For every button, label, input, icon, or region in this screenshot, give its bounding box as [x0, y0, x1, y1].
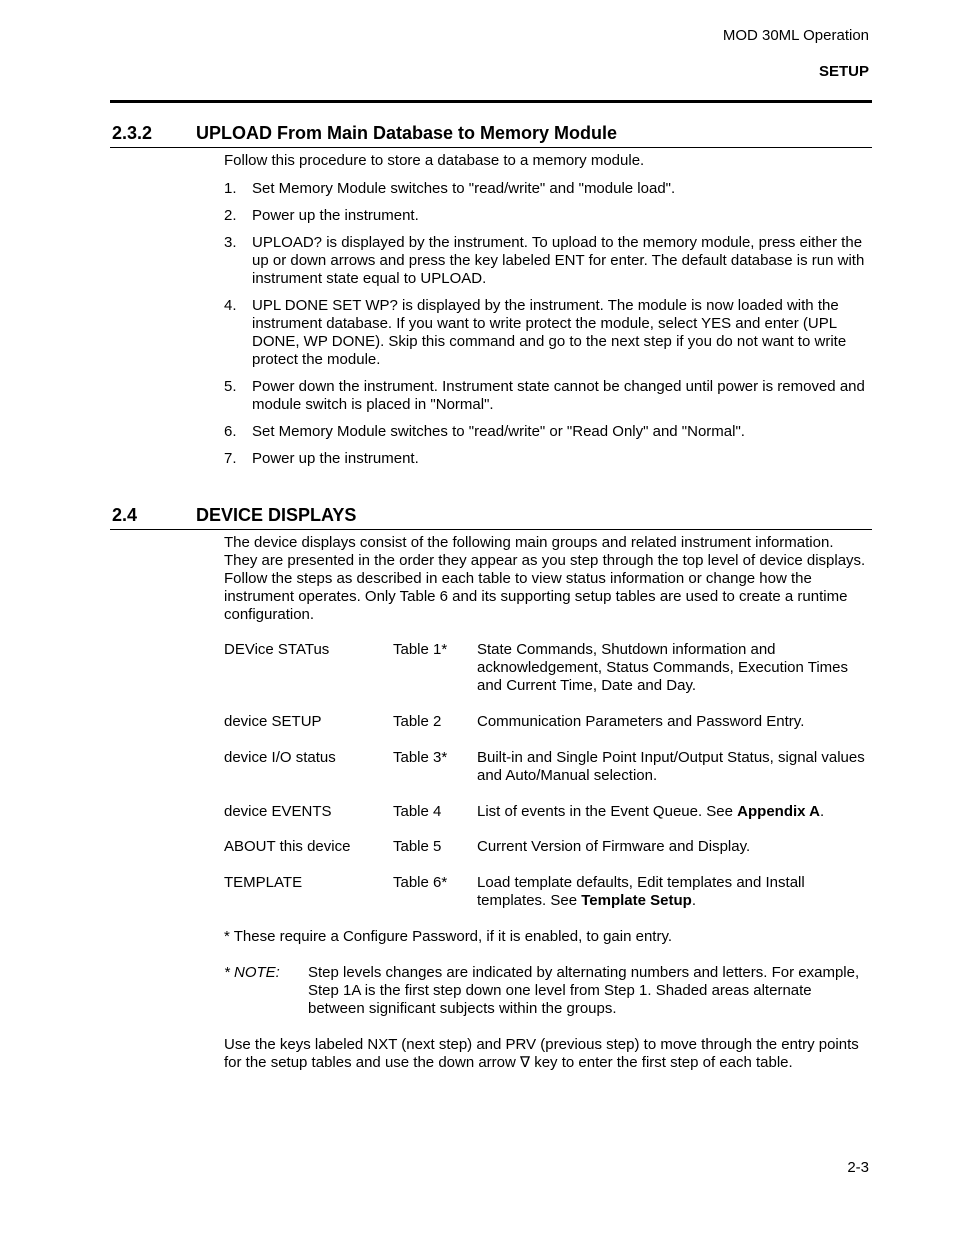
- step-number: 5.: [224, 378, 237, 395]
- step-text: Set Memory Module switches to "read/write" or "Read Only" and "Normal".: [252, 423, 745, 440]
- step-item: [224, 450, 869, 468]
- section-title: DEVICE DISPLAYS: [196, 505, 357, 525]
- description-text: .: [819, 803, 825, 820]
- section-number: 2.3.2: [112, 123, 153, 143]
- display-group-name: device SETUP: [224, 713, 322, 730]
- display-group-name: DEVice STATus: [224, 641, 330, 658]
- display-table-ref: Table 2: [393, 713, 442, 730]
- display-group-name: TEMPLATE: [224, 874, 303, 891]
- display-table-ref: Table 3*: [393, 749, 448, 766]
- display-table-row: [224, 641, 874, 695]
- step-number: 1.: [224, 180, 237, 197]
- display-description: Built-in and Single Point Input/Output Status, signal values and Auto/Manual selection.: [477, 749, 865, 784]
- step-item: [224, 207, 869, 225]
- step-number: 4.: [224, 297, 237, 314]
- section-title: UPLOAD From Main Database to Memory Module: [196, 123, 618, 143]
- procedure-steps: [224, 180, 869, 477]
- display-table-ref: Table 5: [393, 838, 442, 855]
- step-number: 2.: [224, 207, 237, 224]
- note-label: * NOTE:: [224, 964, 280, 981]
- note-block: [224, 964, 869, 1018]
- step-item: [224, 180, 869, 198]
- display-table-row: [224, 803, 874, 821]
- display-table-ref: Table 4: [393, 803, 442, 820]
- step-item: [224, 423, 869, 441]
- step-text: UPLOAD? is displayed by the instrument. To upload to the memory module, press either the up or down arrows and press the key labeled ENT for enter. The default database is run with instrument state equal to UPLOAD.: [252, 234, 865, 287]
- step-text: Power up the instrument.: [252, 450, 419, 467]
- description-text: Load template defaults, Edit templates and Install templates. See: [477, 874, 805, 909]
- appendix-reference: Appendix A: [737, 803, 820, 820]
- description-text: List of events in the Event Queue. See: [477, 803, 738, 820]
- step-text: Power down the instrument. Instrument state cannot be changed until power is removed and module switch is placed in "Normal".: [252, 378, 865, 413]
- section-heading-2-4: [110, 505, 872, 530]
- step-number: 6.: [224, 423, 237, 440]
- display-description: Current Version of Firmware and Display.: [477, 838, 751, 855]
- step-text: Power up the instrument.: [252, 207, 419, 224]
- section-number: 2.4: [112, 505, 138, 525]
- section-intro: Follow this procedure to store a database to a memory module.: [224, 152, 645, 169]
- header-rule: [110, 100, 872, 103]
- running-header-title: MOD 30ML Operation: [722, 27, 869, 44]
- template-setup-reference: Template Setup: [581, 892, 692, 909]
- display-table-row: [224, 749, 874, 785]
- running-header-section: SETUP: [818, 63, 869, 80]
- step-text: UPL DONE SET WP? is displayed by the instrument. The module is now loaded with the instrument database. If you want to write protect the module, select YES and enter (UPL DONE, WP DONE). Skip this command and go to the next step if you do not want to write protect the module.: [252, 297, 847, 368]
- display-description: [477, 874, 874, 910]
- step-number: 7.: [224, 450, 237, 467]
- section-heading-2-3-2: [110, 123, 872, 148]
- display-description: [477, 803, 874, 821]
- display-description: Communication Parameters and Password Entry.: [477, 713, 805, 730]
- display-group-name: device EVENTS: [224, 803, 332, 820]
- display-table-ref: Table 6*: [393, 874, 448, 891]
- step-text: Set Memory Module switches to "read/write" and "module load".: [252, 180, 676, 197]
- step-item: [224, 297, 869, 369]
- step-number: 3.: [224, 234, 237, 251]
- display-table-ref: Table 1*: [393, 641, 448, 658]
- description-text: .: [691, 892, 696, 909]
- step-item: [224, 234, 869, 288]
- display-table-row: [224, 838, 874, 856]
- footnote: * These require a Configure Password, if it is enabled, to gain entry.: [224, 928, 673, 945]
- display-group-name: device I/O status: [224, 749, 336, 766]
- page-number: 2-3: [847, 1159, 869, 1176]
- section-intro: The device displays consist of the following main groups and related instrument information. They are presented in the order they appear as you step through the top level of device displays. Follow the steps as described in each table to view status information or change how the instrument operates. Only Table 6 and its supporting setup tables are used to create a runtime configuration.: [224, 534, 866, 623]
- display-description: State Commands, Shutdown information and acknowledgement, Status Commands, Execution Times and Current Time, Date and Day.: [477, 641, 849, 694]
- closing-paragraph: Use the keys labeled NXT (next step) and PRV (previous step) to move through the entry points for the setup tables and use the down arrow ∇ key to enter the first step of each table.: [224, 1036, 859, 1071]
- note-text: Step levels changes are indicated by alternating numbers and letters. For example, Step 1A is the first step down one level from Step 1. Shaded areas alternate between significant subjects within the groups.: [308, 964, 860, 1017]
- display-table-row: [224, 874, 874, 910]
- display-group-name: ABOUT this device: [224, 838, 351, 855]
- display-table-row: [224, 713, 874, 731]
- step-item: [224, 378, 869, 414]
